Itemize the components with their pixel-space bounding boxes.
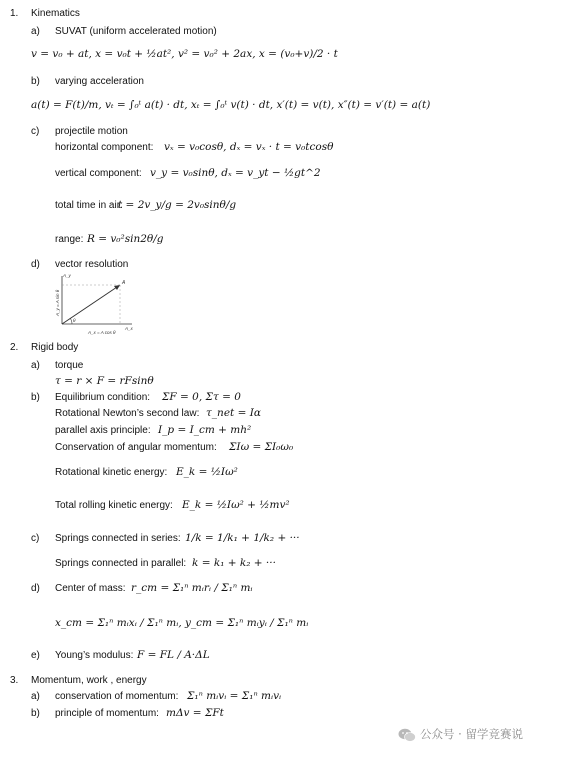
center-of-mass-formula: r_cm = Σ₁ⁿ mᵢrᵢ / Σ₁ⁿ mᵢ (131, 582, 253, 594)
rotational-ke-label: Rotational kinetic energy: (55, 467, 168, 478)
suvat-formula: v = v₀ + at, x = v₀t + ½at², v² = v₀² + 2ax, x = (v₀+v)/2 · t (31, 48, 338, 60)
youngs-modulus-formula: F = FL / A·ΔL (137, 649, 210, 661)
sub-1c-label: c) (31, 126, 40, 137)
angular-momentum-label: Conservation of angular momentum: (55, 442, 217, 453)
section-1-number: 1. (10, 8, 19, 19)
watermark: 公众号 · 留学竞赛说 (420, 727, 523, 741)
sub-3b-label: b) (31, 708, 40, 719)
section-2-title: Rigid body (31, 342, 79, 353)
center-of-mass-xy-formula: x_cm = Σ₁ⁿ mᵢxᵢ / Σ₁ⁿ mᵢ, y_cm = Σ₁ⁿ mᵢyᵢ / Σ₁ⁿ mᵢ (55, 617, 309, 629)
sub-1a-label: a) (31, 26, 40, 37)
range-formula: R = v₀²sin2θ/g (87, 233, 164, 245)
vertical-component-formula: v_y = v₀sinθ, dₓ = v_yt − ½gt^2 (150, 167, 321, 179)
sub-1d-label: d) (31, 259, 40, 270)
angle-label: θ (73, 318, 76, 323)
sub-2c-title: Springs connected in series: (55, 533, 181, 544)
newton-second-law-formula: τ_net = Iα (206, 407, 261, 419)
vector-arrowhead (114, 285, 120, 290)
springs-parallel-formula: k = k₁ + k₂ + ··· (192, 557, 276, 569)
sub-2a-title: torque (55, 360, 84, 371)
sub-1b-title: varying acceleration (55, 76, 144, 87)
sub-2a-label: a) (31, 360, 40, 371)
sub-2e-title: Young’s modulus: (55, 650, 134, 661)
sub-2e-label: e) (31, 650, 40, 661)
x-axis-end-label: A_x (125, 326, 133, 331)
vector-resolution-diagram (52, 272, 136, 338)
sub-1b-label: b) (31, 76, 40, 87)
rotational-ke-formula: E_k = ½Iω² (176, 466, 238, 478)
sub-3b-title: principle of momentum: (55, 708, 159, 719)
newton-second-law-label: Rotational Newton’s second law: (55, 408, 200, 419)
vector-a (62, 285, 120, 324)
sub-3a-label: a) (31, 691, 40, 702)
x-component-label: A_x = A cos θ (88, 330, 116, 335)
vertical-component-label: vertical component: (55, 168, 142, 179)
angle-arc (70, 318, 72, 324)
section-3-number: 3. (10, 675, 19, 686)
sub-2d-title: Center of mass: (55, 583, 126, 594)
sub-1a-title: SUVAT (uniform accelerated motion) (55, 26, 217, 37)
sub-2d-label: d) (31, 583, 40, 594)
equilibrium-formula: ΣF = 0, Στ = 0 (162, 391, 241, 403)
y-axis-end-label: A_y (63, 273, 71, 278)
sub-2b-label: b) (31, 392, 40, 403)
torque-formula: τ = r × F = rFsinθ (55, 375, 154, 387)
horizontal-component-formula: vₓ = v₀cosθ, dₓ = vₓ · t = v₀tcosθ (164, 141, 334, 153)
sub-1d-title: vector resolution (55, 259, 129, 270)
parallel-axis-formula: I_p = I_cm + mh² (158, 424, 252, 436)
parallel-axis-label: parallel axis principle: (55, 425, 151, 436)
sub-2c-label: c) (31, 533, 40, 544)
range-label: range: (55, 234, 84, 245)
momentum-principle-formula: mΔv = ΣFt (166, 707, 224, 719)
springs-series-formula: 1/k = 1/k₁ + 1/k₂ + ··· (185, 532, 300, 544)
section-3-title: Momentum, work , energy (31, 675, 147, 686)
wechat-icon (398, 728, 416, 742)
rolling-ke-label: Total rolling kinetic energy: (55, 500, 173, 511)
angular-momentum-formula: ΣIω = ΣI₀ω₀ (229, 441, 294, 453)
sub-1c-title: projectile motion (55, 126, 128, 137)
time-in-air-formula: t = 2v_y/g = 2v₀sinθ/g (118, 199, 237, 211)
momentum-conservation-formula: Σ₁ⁿ mᵢvᵢ = Σ₁ⁿ mᵢvᵢ (187, 690, 282, 702)
time-in-air-label: total time in air: (55, 200, 123, 211)
horizontal-component-label: horizontal component: (55, 142, 154, 153)
sub-2b-title: Equilibrium condition: (55, 392, 151, 403)
varying-acceleration-formula: a(t) = F(t)/m, vₜ = ∫₀ᵗ a(t) · dt, xₜ = ∫₀ᵗ v(t) · dt, x′(t) = v(t), x″(t) = v′(t) = a(t) (31, 99, 431, 111)
section-1-title: Kinematics (31, 8, 80, 19)
vector-label: A (122, 280, 126, 286)
sub-3a-title: conservation of momentum: (55, 691, 179, 702)
y-component-label: A_y = A sin θ (55, 289, 60, 316)
section-2-number: 2. (10, 342, 19, 353)
springs-parallel-label: Springs connected in parallel: (55, 558, 187, 569)
rolling-ke-formula: E_k = ½Iω² + ½mv² (182, 499, 290, 511)
